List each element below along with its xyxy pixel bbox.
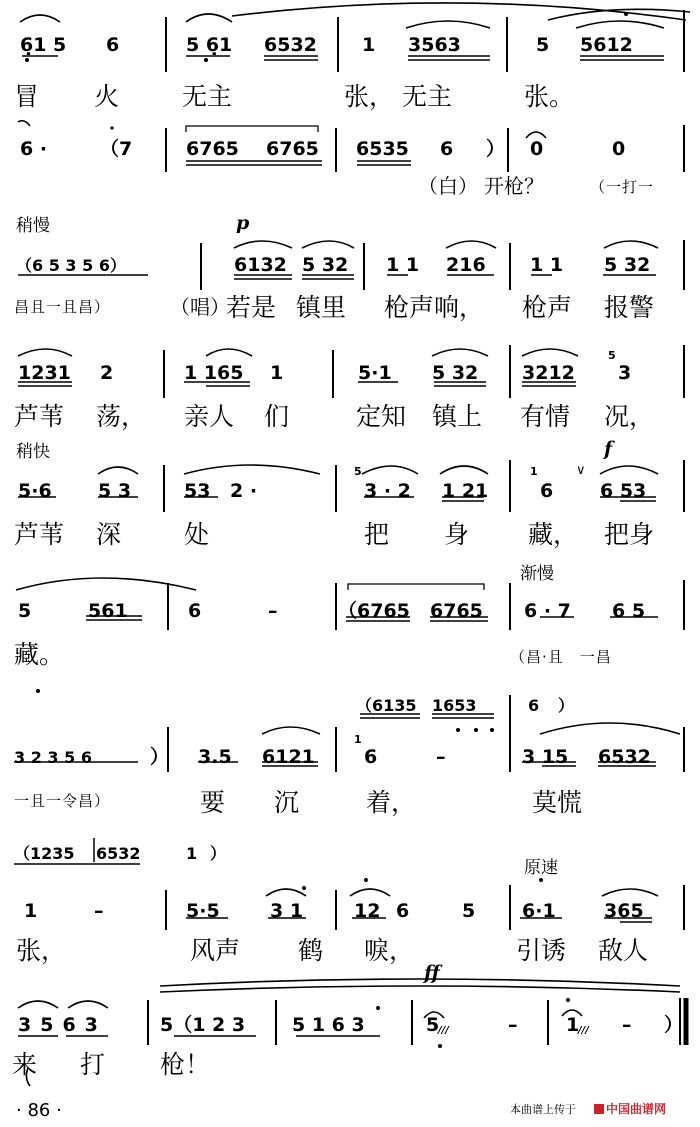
spoken-line: 开枪？ (484, 174, 544, 198)
lyric: 把身 (604, 520, 655, 549)
note: – (268, 600, 278, 622)
footer-credit: 本曲谱上传于 (510, 1103, 576, 1116)
spoken-marker: （白） (418, 174, 478, 198)
lyric: 火 (94, 82, 120, 111)
lyric: 要 (200, 788, 226, 817)
lyric: 镇里 (296, 293, 347, 322)
note: 6532 (598, 746, 651, 768)
note: 2 (100, 362, 114, 384)
note: – (622, 1014, 632, 1036)
note: 5·6 (18, 480, 52, 502)
lyric: 打 (80, 1050, 106, 1079)
note: 6 · 7 (524, 600, 571, 622)
note: 53 (184, 480, 211, 502)
note: 5 1 6 3 (292, 1014, 365, 1036)
note: 6535 (356, 138, 409, 160)
lyric: 藏， (528, 520, 579, 549)
note: 3212 (522, 362, 575, 384)
note: 2 · (230, 480, 258, 502)
note: 1231 (18, 362, 71, 384)
lyric: 若是 (226, 293, 277, 322)
note: 6 · (20, 138, 48, 160)
lyric: 张， (16, 936, 67, 965)
note: 1 (186, 844, 198, 863)
note: 6 (396, 900, 410, 922)
note: ） (664, 1014, 684, 1036)
note: 3.5 (198, 746, 232, 768)
lyric: 莫慌 (532, 788, 583, 817)
note: 6121 (262, 746, 315, 768)
note: 6 53 (600, 480, 647, 502)
dynamic-mark: p (236, 212, 250, 234)
note: 3 15 (522, 746, 569, 768)
lyric: 定知 (356, 402, 407, 431)
note: 561 (88, 600, 128, 622)
tempo-mark: 渐慢 (520, 564, 554, 584)
lyric: 芦苇 (14, 402, 65, 431)
grace-note: 5 (608, 349, 616, 362)
note: 5 32 (432, 362, 479, 384)
lyric: 芦苇 (14, 520, 65, 549)
note: 5 6̣1 (186, 34, 233, 56)
note: 5·5 (186, 900, 220, 922)
lyric: 张， (344, 82, 395, 111)
lyric: 况， (604, 402, 655, 431)
note: （7 (100, 138, 133, 160)
lyric: 无主 (402, 82, 453, 111)
grace-note: 1 (354, 733, 362, 746)
lyric: 张。 (524, 82, 575, 111)
note: 1 21 (442, 480, 489, 502)
note: 5 (426, 1014, 440, 1036)
lyric: 亲人 (184, 402, 235, 431)
note: – (508, 1014, 518, 1036)
note: ） (558, 696, 575, 715)
lyric: 着， (366, 788, 417, 817)
note: 6 (106, 34, 120, 56)
note: 3 (618, 362, 632, 384)
lyric: 枪！ (160, 1050, 211, 1079)
note: 6765 (430, 600, 483, 622)
lyric: 鹤 (298, 936, 324, 965)
tremolo-mark: /// (438, 1025, 449, 1036)
lyric: 把 (364, 520, 390, 549)
lyric: 处 (184, 520, 210, 549)
lyric: 报警 (604, 293, 655, 322)
footer-site-link[interactable]: 中国曲谱网 (606, 1102, 667, 1116)
sing-marker: （唱） (170, 295, 230, 319)
note: 6 5 (612, 600, 646, 622)
lyric: 有情 (520, 402, 571, 431)
note: 3 2 3 5 6 (14, 748, 92, 767)
note: 0 (612, 138, 626, 160)
lyric: 深 (96, 520, 122, 549)
lyric: 藏。 (14, 640, 65, 669)
note: 6132 (234, 254, 287, 276)
tempo-mark: 稍快 (16, 442, 50, 462)
note: – (436, 746, 446, 768)
note: （1235 (14, 844, 75, 863)
dynamic-mark: f (604, 438, 613, 460)
note: 5·1 (358, 362, 392, 384)
lyric: 们 (264, 402, 290, 431)
note: 5 32 (302, 254, 349, 276)
note: 1653 (432, 696, 477, 715)
note: 1 165 (184, 362, 244, 384)
note: 5612 (580, 34, 633, 56)
note: ） (150, 746, 170, 768)
grace-note: 5 (354, 465, 362, 478)
percussion-text: 一且一令昌） (14, 792, 111, 810)
note: 6 (540, 480, 554, 502)
lyric: 敌人 (598, 936, 649, 965)
lyric: 风声 (190, 936, 241, 965)
percussion-text: 昌且一且昌） (14, 298, 111, 316)
lyric: 无主 (182, 82, 233, 111)
note: ） (210, 844, 227, 863)
note: 5 (536, 34, 550, 56)
lyric: 冒 (14, 82, 40, 111)
note: 6 (528, 696, 540, 715)
lyric: 枪声 (522, 293, 573, 322)
note: 6 (188, 600, 202, 622)
note: 3 1 (270, 900, 304, 922)
note: 6532 (264, 34, 317, 56)
grace-note: 1 (530, 465, 538, 478)
tempo-mark: 稍慢 (16, 216, 50, 236)
lyric: 荡， (96, 402, 147, 431)
note: 5（1 2 3 (160, 1014, 246, 1036)
note: 1 (566, 1014, 580, 1036)
note: 6 (440, 138, 454, 160)
note: 0 (530, 138, 544, 160)
lyric: 来 (12, 1050, 38, 1079)
note: 1 (362, 34, 376, 56)
note: 3 · 2 (364, 480, 411, 502)
breath-mark: ∨ (576, 463, 586, 478)
note: 3563 (18, 1014, 107, 1036)
note: 5 (18, 600, 32, 622)
tempo-mark: 原速 (524, 858, 558, 878)
lyric: 唳， (364, 936, 415, 965)
lyric: 沉 (274, 788, 300, 817)
note: 6765 (266, 138, 319, 160)
dynamic-mark: ff (424, 962, 440, 984)
lyric: 枪声响， (384, 293, 485, 322)
note: 1 (270, 362, 284, 384)
note: 6·1 (522, 900, 556, 922)
site-logo-icon (594, 1104, 604, 1114)
note: 5 (462, 900, 476, 922)
tremolo-mark: /// (578, 1025, 589, 1036)
note: 5 32 (604, 254, 651, 276)
note: 5 3 (98, 480, 132, 502)
page-number: · 86 · (16, 1100, 62, 1121)
note: 216 (446, 254, 486, 276)
note: （6765 (338, 600, 410, 622)
note: ） (486, 138, 506, 160)
note: 6765 (186, 138, 239, 160)
percussion-text: （昌·且 一昌 (510, 648, 612, 666)
note: （6135 (356, 696, 417, 715)
note: （6 5 3 5 6） (16, 256, 126, 275)
percussion-text: （一打一 (590, 178, 655, 196)
note: 365 (604, 900, 644, 922)
note: 3563 (408, 34, 461, 56)
note: 6 (364, 746, 378, 768)
note: 12 (354, 900, 381, 922)
note: 6̣1 5 (20, 34, 67, 56)
note: 1 (24, 900, 38, 922)
note: – (94, 900, 104, 922)
note: 6532 (96, 844, 141, 863)
note: 1 1 (386, 254, 420, 276)
lyric: 镇上 (432, 402, 483, 431)
lyric: 身 (444, 520, 470, 549)
note: 1 1 (530, 254, 564, 276)
lyric: 引诱 (516, 936, 567, 965)
